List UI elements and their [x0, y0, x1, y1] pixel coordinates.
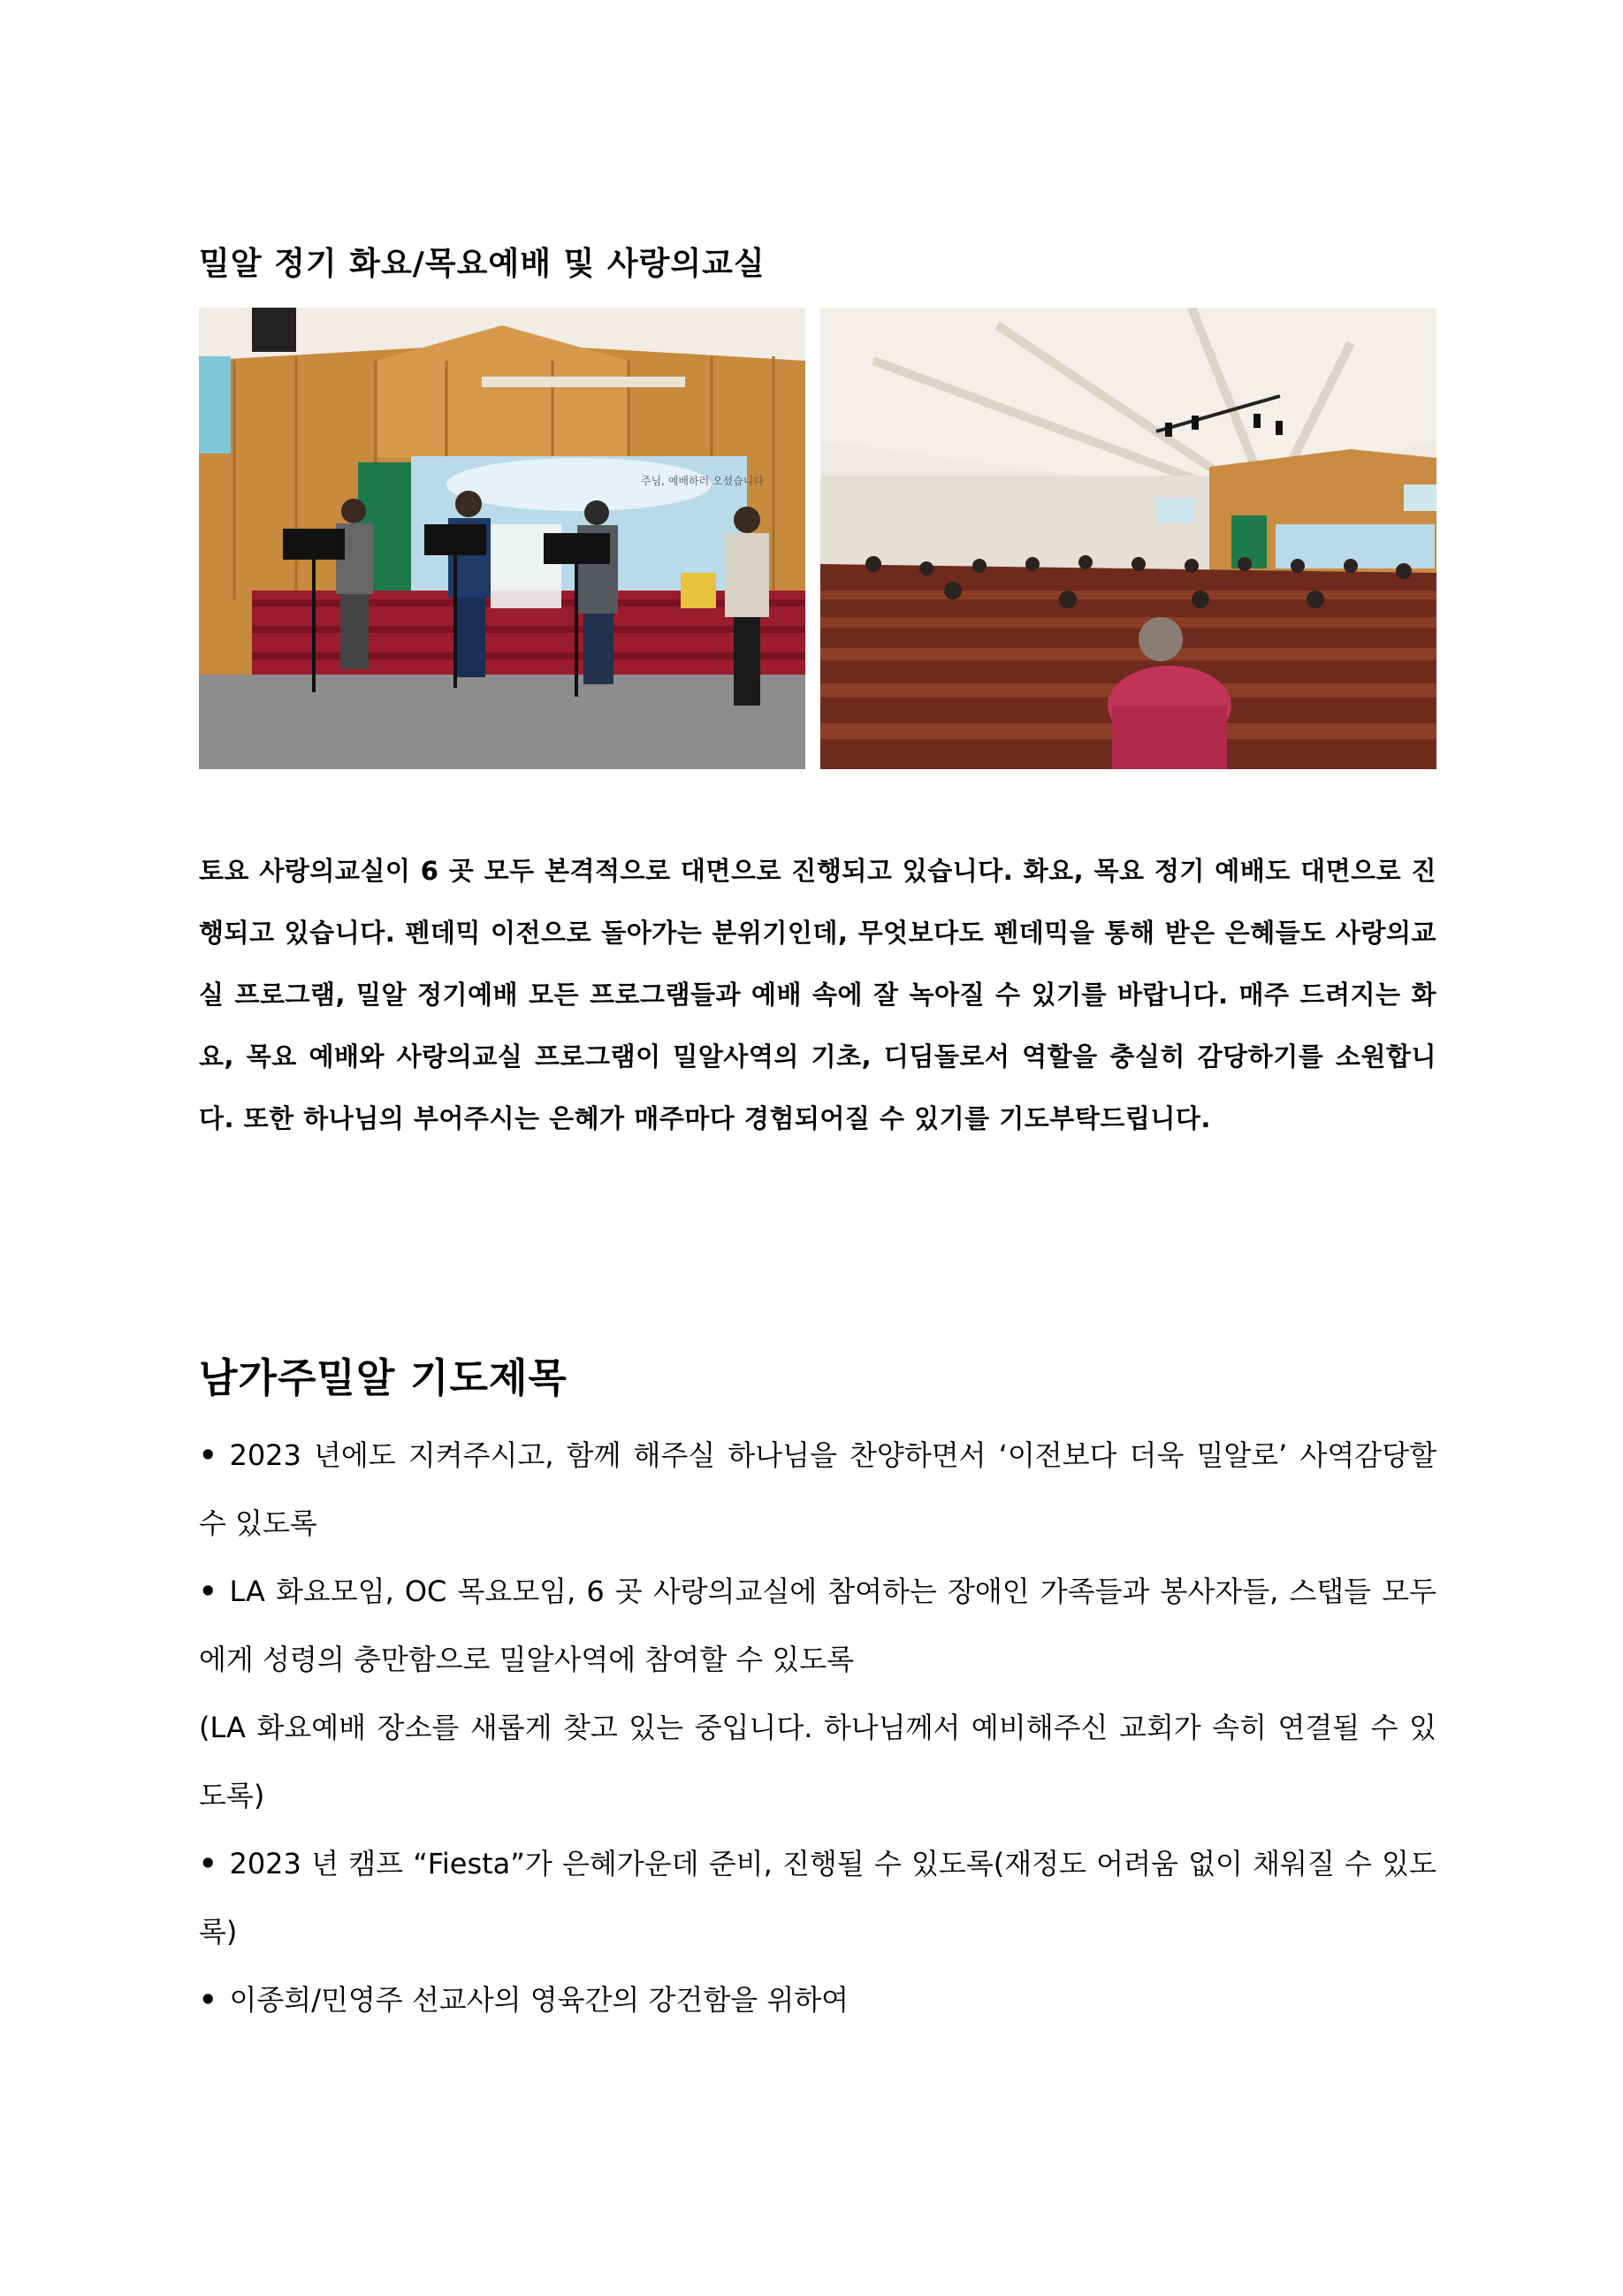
bullet-icon: • [199, 1847, 217, 1880]
prayer-item-text: LA 화요모임, OC 목요모임, 6 곳 사랑의교실에 참여하는 장애인 가족들과 봉사자들, 스탭들 모두에게 성령의 충만함으로 밀알사역에 참여할 수 있도록 [199, 1575, 1436, 1676]
prayer-item-text: 이종희/민영주 선교사의 영육간의 강건함을 위하여 [229, 1983, 850, 2017]
prayer-list [199, 1422, 1436, 2034]
worship-team-photo [199, 308, 805, 769]
prayer-item-text: 2023 년 캠프 “Fiesta”가 은혜가운데 준비, 진행될 수 있도록(재정도 어려움 없이 채워질 수 있도록) [199, 1847, 1436, 1949]
banner-text: 주님, 예배하러 오셨습니다 [641, 475, 764, 487]
prayer-item-text: (LA 화요예배 장소를 새롭게 찾고 있는 중입니다. 하나님께서 예비해주신 교회가 속히 연결될 수 있도록) [199, 1711, 1436, 1812]
list-item [199, 1422, 1436, 1558]
prayer-item-text: 2023 년에도 지켜주시고, 함께 해주실 하나님을 찬양하면서 ‘이전보다 더욱 밀알로’ 사역감당할 수 있도록 [199, 1438, 1436, 1540]
list-item [199, 1694, 1436, 1830]
bullet-icon: • [199, 1438, 217, 1472]
list-item [199, 1966, 1436, 2034]
congregation-photo [820, 308, 1436, 769]
body-paragraph: 토요 사랑의교실이 6 곳 모두 본격적으로 대면으로 진행되고 있습니다. 화요, 목요 정기 예배도 대면으로 진행되고 있습니다. 펜데믹 이전으로 돌아가는 분위기인데, 무엇보다도 펜데믹을 통해 받은 은혜들도 사랑의교실 프로그램, 밀알 정기예배 모든 프로그램들과 예배 속에 잘 녹아질 수 있기를 바랍니다. 매주 드려지는 화요, 목요 예배와 사랑의교실 프로그램이 밀알사역의 기초, 디딤돌로서 역할을 충실히 감당하기를 소원합니다. 또한 하나님의 부어주시는 은혜가 매주마다 경험되어질 수 있기를 기도부탁드립니다. [199, 856, 1436, 1133]
prayer-section-title: 남가주밀알 기도제목 [199, 1354, 568, 1401]
section-title: 밀알 정기 화요/목요예배 및 사랑의교실 [199, 246, 766, 282]
bullet-icon: • [199, 1575, 217, 1608]
list-item [199, 1830, 1436, 1966]
bullet-icon: • [199, 1983, 217, 2017]
list-item [199, 1558, 1436, 1694]
